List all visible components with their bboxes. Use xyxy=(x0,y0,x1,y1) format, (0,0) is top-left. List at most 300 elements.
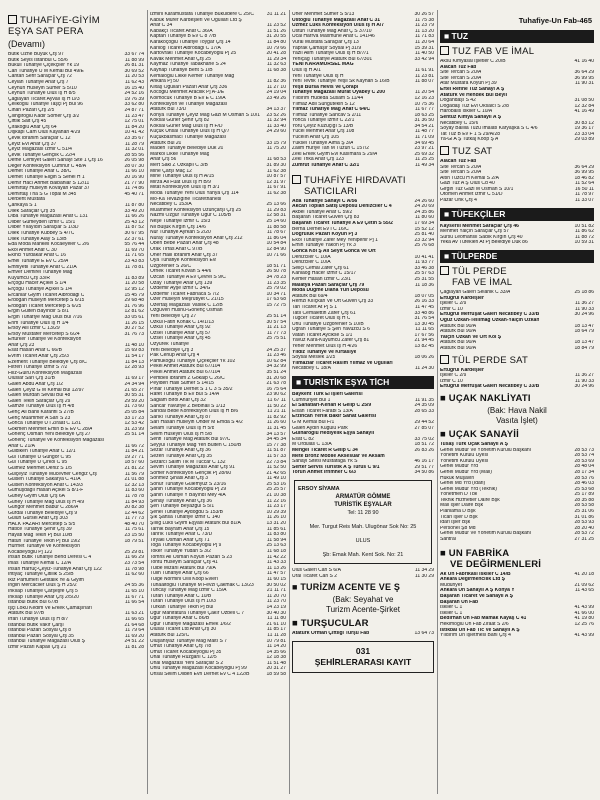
listing-phone: 31 76 73 xyxy=(124,331,144,337)
listing-name: İstanbul Pazarı Sosyal Çrş 8 xyxy=(8,628,72,634)
listing-phone: 41 66 00 xyxy=(574,610,594,616)
listing-name: Ergin Tuhafiye Mağ Ulus Bul 7/16 xyxy=(8,314,83,320)
listing-name: Kaptan Tuhafiye B Ev C 8 7/B xyxy=(150,34,217,40)
listing-phone: 28 65 33 xyxy=(414,408,434,414)
listing-phone: 11 24 30 xyxy=(414,366,434,372)
listing-phone: 24 55 36 xyxy=(124,583,144,589)
listing-name: İşkiler C 2/9 xyxy=(440,301,467,307)
listing-phone: 30 24 96 xyxy=(574,384,594,390)
listing-name: Uluşahiyaz Tuhafiye Mağ Maltı S 7 xyxy=(150,638,227,644)
listing-name: Mengel Ticaret R Gelip C 34 xyxy=(292,447,358,453)
listing-phone: 11 67 91 xyxy=(266,185,286,191)
listing-name: Köksal Gürler Şehir Çrş 82 xyxy=(150,118,210,124)
listing-name: Mirza Ali Fuat Ulus İş H B/9 xyxy=(150,179,211,185)
section-heading-turistik: ■ TURİSTİK EŞYA TİCH xyxy=(292,376,434,389)
listing-name: Şık Şahsa Tuhafiye İzmir C 140 xyxy=(150,515,221,521)
listing-phone: 34 32 99 xyxy=(266,364,286,370)
listing-name: Yener Mehmet Ulus İş H 4/26 xyxy=(292,344,358,350)
listing-phone: 17 67 56 xyxy=(414,332,434,338)
listing-name: Erdoğan Hüseyin Mercetep S 6/15 xyxy=(8,298,85,304)
listing-name: Gönenç Osman Yeni Belediye Çrş 27 xyxy=(8,432,91,438)
listing-name: Galeri Aydın Kuğulu Park xyxy=(292,425,348,431)
listing-name: Oya Tuhafiye Konfeksiyon Evi xyxy=(150,258,217,264)
listing-phone: 11 71 83 xyxy=(414,34,434,40)
listing-phone: 41 19 80 xyxy=(574,616,594,622)
listing-phone: 11 36 27 xyxy=(574,301,594,307)
listing-name: Çeyiz Mağazası Izmir C 51/4 xyxy=(8,147,72,153)
listing-phone: 41 20 18 xyxy=(574,571,594,577)
listing-phone: 23 73 54 xyxy=(124,561,144,567)
listing-phone: 25 05 84 xyxy=(124,410,144,415)
listing-name: Ünal Tuhafiye Rüzgarlı C 12/5 xyxy=(150,655,217,661)
listing-name: Yeniçağ Tuhafiye Atatürk Bul 67/301 xyxy=(292,56,373,62)
listing-name: Diba Tuhafiye Mağazası Anaf C 131 xyxy=(8,214,88,220)
listing-name: Ulusal Ticaret Ltd Anaf Çrş 30 xyxy=(150,627,217,633)
listing-name: Atatürk Bul 90/A xyxy=(440,340,477,346)
listing-phone: 36 99 95 xyxy=(574,75,594,81)
listing-phone: 20 16 90 xyxy=(124,175,144,181)
listing-name: Örnek Ticaret Kovan S 44/6 xyxy=(150,269,212,275)
listing-name: Atatürk Bul 90/A xyxy=(440,323,477,329)
listing-name: Sevim Tuhafiye Mağazası Anaf Çrş 91 xyxy=(150,465,235,471)
listing-list xyxy=(440,224,594,246)
listing-phone: 28 53 93 xyxy=(574,520,594,526)
listing-name: Site Tercan S 20/A xyxy=(440,170,482,176)
listing-name: Tontu Hüseyin Saraçlar Çrş 41 xyxy=(150,560,218,566)
listing-phone: 11 20 64 xyxy=(414,39,434,45)
listing-phone: 15 69 83 xyxy=(124,348,144,354)
listing-phone: 31 20 55 xyxy=(266,34,286,40)
listing-phone: 11 74 86 xyxy=(124,186,144,192)
listing-phone: 34 54 21 xyxy=(414,123,434,129)
listing-name: Selam Tuhafiye Ulus İş H 5/8 xyxy=(150,425,215,431)
listing-phone: 29 03 89 xyxy=(574,137,594,143)
listing-name: Üzmez Lüks Konfeksiyon Ulus İş H A/7 xyxy=(292,23,385,29)
listing-name: Sezarcı Salim Tik M Tüccar C 132 xyxy=(150,459,226,465)
listing-phone: 11 84 13 xyxy=(124,359,144,365)
listing-name: Çilingiroğlu Kadir Somer Çrş 3/2 xyxy=(8,113,80,119)
listing-phone: 35 51 24 xyxy=(266,370,286,375)
listing-name: Cantan Serif Saraçlar Çrş 72 xyxy=(8,74,72,80)
listing-name: Otomen Ahmet Izmir C 51/D xyxy=(440,192,503,198)
listing-phone: 11 75 20 xyxy=(266,146,286,152)
listing-name: Yeni Tuhafiye Ulus İş H xyxy=(292,73,344,79)
listing-name: Ceyhun Hüseyin Sümer S 5/10 xyxy=(8,85,77,91)
listing-phone: 18 84 79 xyxy=(574,345,594,351)
listing-phone: 11 11 65 xyxy=(415,327,434,333)
listing-phone: 28 48 04 xyxy=(574,464,594,470)
listing-phone: 11 26 10 xyxy=(266,515,286,521)
listing-phone: 11 79 64 xyxy=(124,628,144,634)
listing-name: Tanrık Tuhafiye Anaf C 73/D xyxy=(150,532,213,538)
listing-phone: 11 86 62 xyxy=(574,229,594,235)
listing-name: İkiz Parfümeri Gestalik Ye & Giyim xyxy=(8,577,84,583)
listing-phone: 12 32 84 xyxy=(574,103,594,109)
listing-phone: 11 78 98 xyxy=(124,566,144,572)
listing-name: Tülin Tuhafiye Anaf Çrş 66 xyxy=(150,571,209,577)
listing-phone: 16 75 64 xyxy=(266,386,286,392)
listing-name: Kemer Hasan Izmir C 23/1 xyxy=(292,276,351,282)
listing-entry xyxy=(292,163,434,169)
listing-phone: 11 14 20 xyxy=(266,644,286,650)
listing-phone: 11 26 15 xyxy=(124,320,144,326)
listing-name: Mine Tuhafiye Ulus İş H A/15 xyxy=(150,174,215,180)
listing-list xyxy=(150,12,286,678)
listing-phone: 11 52 64 xyxy=(574,181,594,187)
checkbox-square-icon xyxy=(292,175,301,184)
listing-name: Yönetim Kurulu Üyesi xyxy=(440,458,489,464)
listing-entry xyxy=(292,366,434,372)
listing-phone: 12 53 42 xyxy=(124,421,144,427)
listing-name: Başaran Ticaret Tuhafiye A Ev Çetin S 55/2 xyxy=(292,221,393,226)
listing-entry xyxy=(440,384,594,390)
listing-name: Özsel Tuhafiye Anaf Çrş 45 xyxy=(150,336,211,342)
listing-name: Pak Cenup Anaf Çrş 4 xyxy=(150,353,200,359)
listing-name: Dilek Tuhafiye Alay S 13/B xyxy=(8,236,67,242)
listing-name: Galeri Çeyiz G M Kemal Bul 12/97 xyxy=(8,387,85,393)
listing-name: Yoru Çeyiz Kuzuçığı S 13/B xyxy=(292,123,354,129)
listing-name: İhlas Tuhafiye Kemal C 12/A xyxy=(8,561,72,567)
listing-phone: 11 69 70 xyxy=(124,247,144,253)
listing-phone: 11 47 57 xyxy=(266,571,286,577)
listing-phone: 33 62 80 xyxy=(124,102,144,108)
listing-name: Esat Hasan Anaf C 66/B xyxy=(8,348,62,354)
listing-name: Ankara Pj 50 xyxy=(150,79,179,85)
listing-name: Galeri Abdü Anaf Çrş 1/2 xyxy=(8,382,64,388)
listing-name: Pekel Ahmet Atatürk Bul 67/104 xyxy=(150,370,221,375)
listing-phone: 11 87 80 xyxy=(124,203,144,209)
listing-phone: 11 32 63 xyxy=(266,62,286,68)
listing-name: Ticari İşler D Bşk xyxy=(440,514,478,520)
listing-phone: 25 13 66 xyxy=(266,202,286,208)
listing-phone: 11 90 33 xyxy=(574,306,594,312)
listing-name: Genel Md Yrd (İdari) xyxy=(440,481,486,487)
listing-phone: 26 16 33 xyxy=(414,299,434,305)
listing-name: Irfan Tuhafiye Ulus İş H 8/7 xyxy=(8,616,69,622)
listing-name: Denizciler C 10/A xyxy=(292,254,331,260)
see-also-note: (Bak: Hava Nakil Vasıta İşlet) xyxy=(487,405,547,425)
listing-name: Tülge Normini Ollil Koop Evleri xyxy=(150,576,218,582)
listing-phone: 28 53 72 xyxy=(574,531,594,537)
listing-phone: 11 34 29 xyxy=(414,567,434,573)
listing-phone: 25 14 60 xyxy=(266,218,286,224)
listing-phone: 16 50 11 xyxy=(574,186,594,192)
listing-name: İdari İşler Bşk xyxy=(440,520,471,526)
checkbox-square-icon xyxy=(440,46,449,55)
listing-phone: 11 29 34 xyxy=(266,56,286,62)
listing-name: Zeki Erkek Giyim Evi Kasımara S 29/A xyxy=(292,151,378,157)
listing-name: Genel Müdür Yrd xyxy=(440,464,478,470)
listing-phone: 28 46 03 xyxy=(574,481,594,487)
listing-name: Galeri Murdan Sevial Bul 48 xyxy=(8,393,71,399)
subsection-heading-tuz-sat: TUZ SAT xyxy=(440,146,594,157)
listing-phone: 23 15 50 xyxy=(124,533,144,539)
listing-name: Yeni Belediye Çrş 3 xyxy=(150,347,194,353)
column-4 xyxy=(440,12,594,794)
listing-name: Ceylan Tuhafiye Anaf Çrş 7 xyxy=(8,79,69,85)
listing-name: Malatya Pazarı Saraçlar Çrş 79 xyxy=(292,282,365,288)
listing-phone: 21 63 78 xyxy=(266,381,286,387)
listing-name: Zümrüt Tuhafiye Anaf C 32/1 xyxy=(292,163,360,169)
listing-name: İhtiyaç Tuhafiye Çitlilik S 25/B xyxy=(8,572,74,578)
listing-name: Erzincan Yerlik Bakır Sanat Galerisi xyxy=(292,414,377,420)
listing-name: Dilek Tuhafiye Kubbey S 4/7C xyxy=(8,231,75,236)
listing-phone: 30 50 02 xyxy=(266,582,286,588)
listing-phone: 11 88 99 xyxy=(124,57,144,63)
listing-phone: 28 53 73 xyxy=(574,447,594,453)
listing-name: Yazlı Alim Tuhafiye Ulus İş H B/7/1 xyxy=(292,51,369,57)
listing-name: Anaf C 34 xyxy=(150,23,173,29)
listing-phone: 25 29 81 xyxy=(124,549,144,555)
listing-name: Gönenç Tuhafiye ve Konfeksiyon Mağazası xyxy=(8,437,105,443)
listing-name: Elsan Ticaret Farabi S 13/A xyxy=(292,408,353,414)
listing-name: Kartovrakı Tuhafiye Kocabeyoğlu Pj 25 xyxy=(150,51,237,57)
listing-phone: 11 84 20 xyxy=(124,124,144,130)
listing-name: Gül Tuhafiye Ü Güngör C 95 xyxy=(8,454,72,460)
listing-phone: 29 68 48 xyxy=(124,298,144,304)
listing-phone: 12 81 62 xyxy=(124,309,144,315)
listing-name: Yıldız Tuhafiye Ve Kırtasiye xyxy=(292,349,357,355)
listing-phone: 21 01 88 xyxy=(124,477,144,483)
listing-phone: 15 45 79 xyxy=(124,292,144,298)
listing-entry xyxy=(8,645,144,651)
listing-name: Yılmaz Adil Süngütekin S 12 xyxy=(292,101,355,107)
listing-phone: 30 40 30 xyxy=(266,610,286,616)
listing-name: Pazar Onk Çrş 4 xyxy=(440,198,477,204)
listing-phone: 11 62 60 xyxy=(124,572,144,578)
listing-phone: 11 33 40 xyxy=(266,123,286,129)
listing-name: Sentuz Kimya Sanayii A Ş xyxy=(440,114,502,120)
listing-entry xyxy=(440,137,594,143)
listing-name: Pembeli İbrahim Z Gökalp C 26/C xyxy=(150,375,225,381)
listing-name: Gonca Kol Ş Ali Seyit Gonca Ve Ort xyxy=(292,248,376,254)
listing-name: Umut Tuhafiye Anaf Çrş 7/8 xyxy=(150,644,212,650)
listing-name: Sanayi Sitesi Mustafağa Yk S xyxy=(292,459,358,465)
listing-name: Ertuğrul Kardeşler xyxy=(440,295,484,301)
listing-phone: 22 37 61 xyxy=(124,236,144,242)
listing-name: Muammer Konfeksiyon Uzunçarşı Çrş 25 xyxy=(150,207,242,213)
listing-phone: 24 34 94 xyxy=(124,382,144,388)
listing-name: Özsel Tuhafiye Anaf Çrş 57 xyxy=(150,330,211,336)
listing-phone: 11 66 29 xyxy=(124,555,144,561)
listing-name: Hatun Tuhafiye Tekin Pj Bul 19/2 xyxy=(8,538,81,544)
listing-phone: 22 73 84 xyxy=(266,459,286,465)
listing-name: Neşe Tuhafiye Izmir C 15/3 xyxy=(150,218,211,224)
listing-phone: 27 85 07 xyxy=(414,425,434,431)
listing-name: Selim Hüseyin Ulus İş H 5/8 xyxy=(150,431,212,437)
listing-name: Serter Servis Turistik A Ş Turus C 9/1 xyxy=(292,464,380,470)
listing-name: Tuğcer Ticaret Ulus İş H C xyxy=(292,316,351,322)
listing-name: Gökmen Mehmet Emin B E Ev C 28/A xyxy=(8,426,93,432)
listing-name: Cumhuriyet Bul 1 xyxy=(292,397,331,403)
listing-phone: 11 67 11 xyxy=(267,397,286,403)
listing-phone: 11 20 54 xyxy=(414,90,434,96)
listing-phone: 11 77 73 xyxy=(266,330,286,336)
listing-phone: 25 75 51 xyxy=(266,336,286,342)
listing-name: Personel Şb Md xyxy=(440,525,476,531)
listing-name: Kiltaş Oğulları Pazarı Anaf Çrş 336 xyxy=(150,84,228,90)
listing-phone: 34 50 86 xyxy=(414,470,434,476)
listing-phone: 23 49 26 xyxy=(266,95,286,101)
listing-phone: 11 49 34 xyxy=(414,163,434,169)
listing-name: Ünsal Selim Dilden Evrl Dernet Ev C 4 122/B xyxy=(150,672,250,678)
listing-phone: 19 36 17 xyxy=(574,126,594,132)
listing-name: Şenel Tuhafiye Aydoğdu S 153/B xyxy=(150,509,224,515)
listing-name: Gülün Gürsel Anaf Çrş 303 xyxy=(8,516,68,522)
listing-name: Ceyhun Tuhafiye Ulus İş H 8/5 xyxy=(8,91,76,97)
listing-entry xyxy=(440,240,594,246)
listing-name: Necatibey C 18/A xyxy=(292,366,331,372)
listing-list xyxy=(8,52,144,651)
listing-name: Seliçi Cemal Zafer Çrş 61 xyxy=(292,265,349,271)
listing-name: Sarıkı Tuhafiye Anaf Çrş 87 xyxy=(150,414,211,420)
listing-phone: 25 31 06 xyxy=(574,509,594,515)
listing-name: HALK PAZARI Mercetep S 5/5 xyxy=(8,521,76,527)
listing-phone: 11 57 33 xyxy=(266,453,286,459)
listing-list xyxy=(440,368,594,390)
listing-phone: 11 50 22 xyxy=(266,403,286,409)
checkbox-square-icon xyxy=(8,15,17,24)
listing-phone: 21 65 27 xyxy=(124,387,144,393)
listing-phone: 11 62 43 xyxy=(124,79,144,85)
listing-name: Yonca Tuhafiye Izmir C 22/1 xyxy=(292,118,355,124)
listing-name: Ekol Ahmet Anaf C 30 xyxy=(8,247,57,253)
listing-name: Ak Un Fabrikası İskiler C 14/B xyxy=(440,571,511,577)
listing-name: İhsan Harrüç-Çeyiz-Tuhafiye Anaf Çrş 122 xyxy=(8,566,102,572)
listing-name: Derbent Mustafa xyxy=(8,197,45,203)
listing-phone: 18 13 47 xyxy=(574,323,594,329)
listing-phone: 19 76 39 xyxy=(124,96,144,102)
listing-phone: 11 75 61 xyxy=(124,527,144,533)
listing-phone: 10 87 57 xyxy=(266,174,286,180)
listing-name: Dilber Yılayıdın Saraçlar S 1/3D xyxy=(8,225,79,231)
listing-phone: 17 69 34 xyxy=(414,221,434,226)
listing-phone: 11 48 77 xyxy=(414,129,434,135)
listing-phone: 11 71 09 xyxy=(414,135,434,141)
listing-name: Atatürk Bul 90/A xyxy=(440,345,477,351)
listing-name: Cihan Pazarı Çrş 2/5 xyxy=(8,107,55,113)
listing-phone: 15 72 75 xyxy=(266,302,286,308)
listing-name: Şıllığ Lüks Giyim Eşyası Atatürk Bul 81/A xyxy=(150,521,241,527)
listing-entry xyxy=(292,631,434,637)
listing-phone: 28 07 30 xyxy=(124,163,144,169)
listing-name: Planlama D Bşk xyxy=(440,509,476,515)
listing-name: Defne Cemiyet Galeri Sanayi Site 1 Çrş 16 xyxy=(8,158,103,164)
listing-phone: 11 83 89 xyxy=(124,275,144,281)
listing-phone: 11 21 13 xyxy=(266,325,286,331)
ad-city: ULUS xyxy=(355,537,371,544)
listing-name: Özay Tuhafiye Anaf Çrş 139 xyxy=(150,280,213,286)
listing-phone: 11 51 48 xyxy=(266,660,286,666)
listing-name: Maden Tuhafiye Belediye Dük 20 xyxy=(150,146,224,152)
listing-phone: 11 83 80 xyxy=(266,532,286,538)
listing-phone: 36 64 29 xyxy=(574,70,594,76)
listing-entry xyxy=(292,574,434,580)
listing-name: Ekinci Yurdakar Anaf C 16 xyxy=(8,253,66,259)
section-heading-turizm: ■ TURİZM ACENTE VE Ş xyxy=(292,582,401,593)
listing-name: Oner Halil İbrahim Anaf Çrş 37 xyxy=(150,252,218,258)
listing-name: Sömer Konfeksiyon Gençlik Pj 28/60 xyxy=(150,470,232,476)
listing-phone: 30 24 96 xyxy=(574,312,594,318)
listing-phone: 11 67 77 xyxy=(414,107,434,113)
listing-name: Şahin Tuhafiye Y Bayındı Mey 4/A xyxy=(150,493,226,499)
checkbox-square-icon xyxy=(440,146,449,155)
listing-phone: 25 31 55 xyxy=(414,276,434,282)
listing-name: Necatibey C 15/6 xyxy=(440,120,479,126)
listing-name: Nur Tuhafiye Ayrkan S 2/20 xyxy=(150,230,211,236)
listing-name: Anaf Çrş 56 xyxy=(150,157,177,163)
listing-phone: 11 68 18 xyxy=(266,549,286,554)
ad-title: ARMATÜR GÖMME xyxy=(335,493,391,500)
listing-phone: 11 40 50 xyxy=(414,51,434,57)
listing-name: Peyideri Halil Sümer S 14/15 xyxy=(150,381,214,387)
listing-name: M Ordulas C 13/A xyxy=(292,442,332,448)
listing-name: Tatlı Cemalettin Zafer Çrş 61 xyxy=(292,310,356,316)
listing-name: Alacan Tuz Fab xyxy=(440,64,477,70)
listing-name: Moda Düğme Diana Yün Deposu xyxy=(292,288,369,294)
listing-name: Anaf Çrş 23 xyxy=(8,342,35,348)
listing-phone: 11 66 26 xyxy=(124,214,144,220)
listing-phone: 41 16 49 xyxy=(574,109,594,115)
listing-name: Gülsen Konfeksiyon Anaf C 143/3 xyxy=(8,482,83,488)
listing-phone: 23 35 67 xyxy=(124,135,144,141)
listing-name: Uğran Tuhafiye S Şen Yavuzcu S 6 xyxy=(292,327,370,333)
listing-phone: 11 63 21 xyxy=(124,611,144,617)
listing-phone: 11 23 46 xyxy=(266,353,286,359)
listing-phone: 12 58 31 xyxy=(266,213,286,219)
listing-phone: 11 88 72 xyxy=(574,234,594,240)
listing-name: İşçi Lökü Kedim Ve Erkek Çamaşırları xyxy=(8,605,92,611)
listing-phone: 25 25 57 xyxy=(266,487,286,493)
listing-name: Gürdal Tuhafiye Belediye Çrş 9 xyxy=(8,510,78,516)
listing-name: Uzgörenler S 26/C xyxy=(150,263,192,269)
listing-phone: 10 62 84 xyxy=(266,358,286,364)
listing-name: Moda Tuhafiye Yeni Ulus Yahya Çrş 114 xyxy=(150,191,239,196)
listing-phone: 10 54 84 xyxy=(266,241,286,247)
listing-phone: 24 20 69 xyxy=(414,204,434,210)
listing-name: Umut Ticaret Kocabeyoğlu Pj 35 xyxy=(150,649,222,655)
listing-name: Demet Tuhafiye Ellgin S Senel H 1 xyxy=(8,175,85,181)
listing-phone: 41 43 99 xyxy=(574,633,594,639)
listing-name: Demet Tuhafiye Anaf C 38/C xyxy=(8,169,72,175)
listing-phone: 30 26 57 xyxy=(414,12,434,17)
listing-name: Bedirhan Un Fab Mamak Kayaş C 41 xyxy=(440,616,527,622)
listing-phone: 12 75 01 xyxy=(124,119,144,125)
listing-phone: 23 52 26 xyxy=(266,112,286,118)
listing-name: Kaymaz Tuhafiye Tabakhane S 24 xyxy=(150,62,226,68)
listing-name: Tunaaltoğlu Tuhafiye M Fevzi Çakmak C 13/23 xyxy=(150,582,254,588)
subsection-heading-tul-sat: TÜL PERDE SAT xyxy=(440,355,594,366)
listing-phone: 11 30 29 xyxy=(414,573,434,579)
listing-phone: 28 53 69 xyxy=(574,458,594,464)
listing-name: Demir Hacı Ahmet Balbahlar S 12/11 xyxy=(8,180,90,186)
listing-phone: 10 79 66 xyxy=(266,45,286,51)
listing-phone: 33 17 23 xyxy=(124,415,144,421)
listing-name: Evrim Ticaret Anaf Çrş 25/3 xyxy=(8,354,69,360)
listing-phone: 34 45 34 xyxy=(266,437,286,443)
ad-title: TURİSTİK EŞYALAR xyxy=(334,501,392,508)
listing-name: Yeni Tevfik Tuhafiye Yeşil Sk Kayhan S 16/B xyxy=(292,79,390,85)
listing-name: Dilek Saraçlar Çrş 35 xyxy=(8,208,56,214)
listing-phone: 34 13 37 xyxy=(266,107,286,113)
listing-name: Atatürk Bul 97/B xyxy=(8,611,45,617)
listing-list xyxy=(292,568,434,579)
listing-name: Baykent Türk El İşleri Galerisi xyxy=(292,392,363,398)
listing-phone: 25 57 63 xyxy=(414,271,434,277)
listing-name: Galeri Tekin Saraçlar Çrş 29 xyxy=(8,398,71,404)
section-heading-hirdavat: TUHAFİYE HIRDAVATI SATICILARI xyxy=(292,175,434,197)
listing-name: Gümüşdağlı Hasan Açıkel S 8/1-F xyxy=(8,488,84,494)
